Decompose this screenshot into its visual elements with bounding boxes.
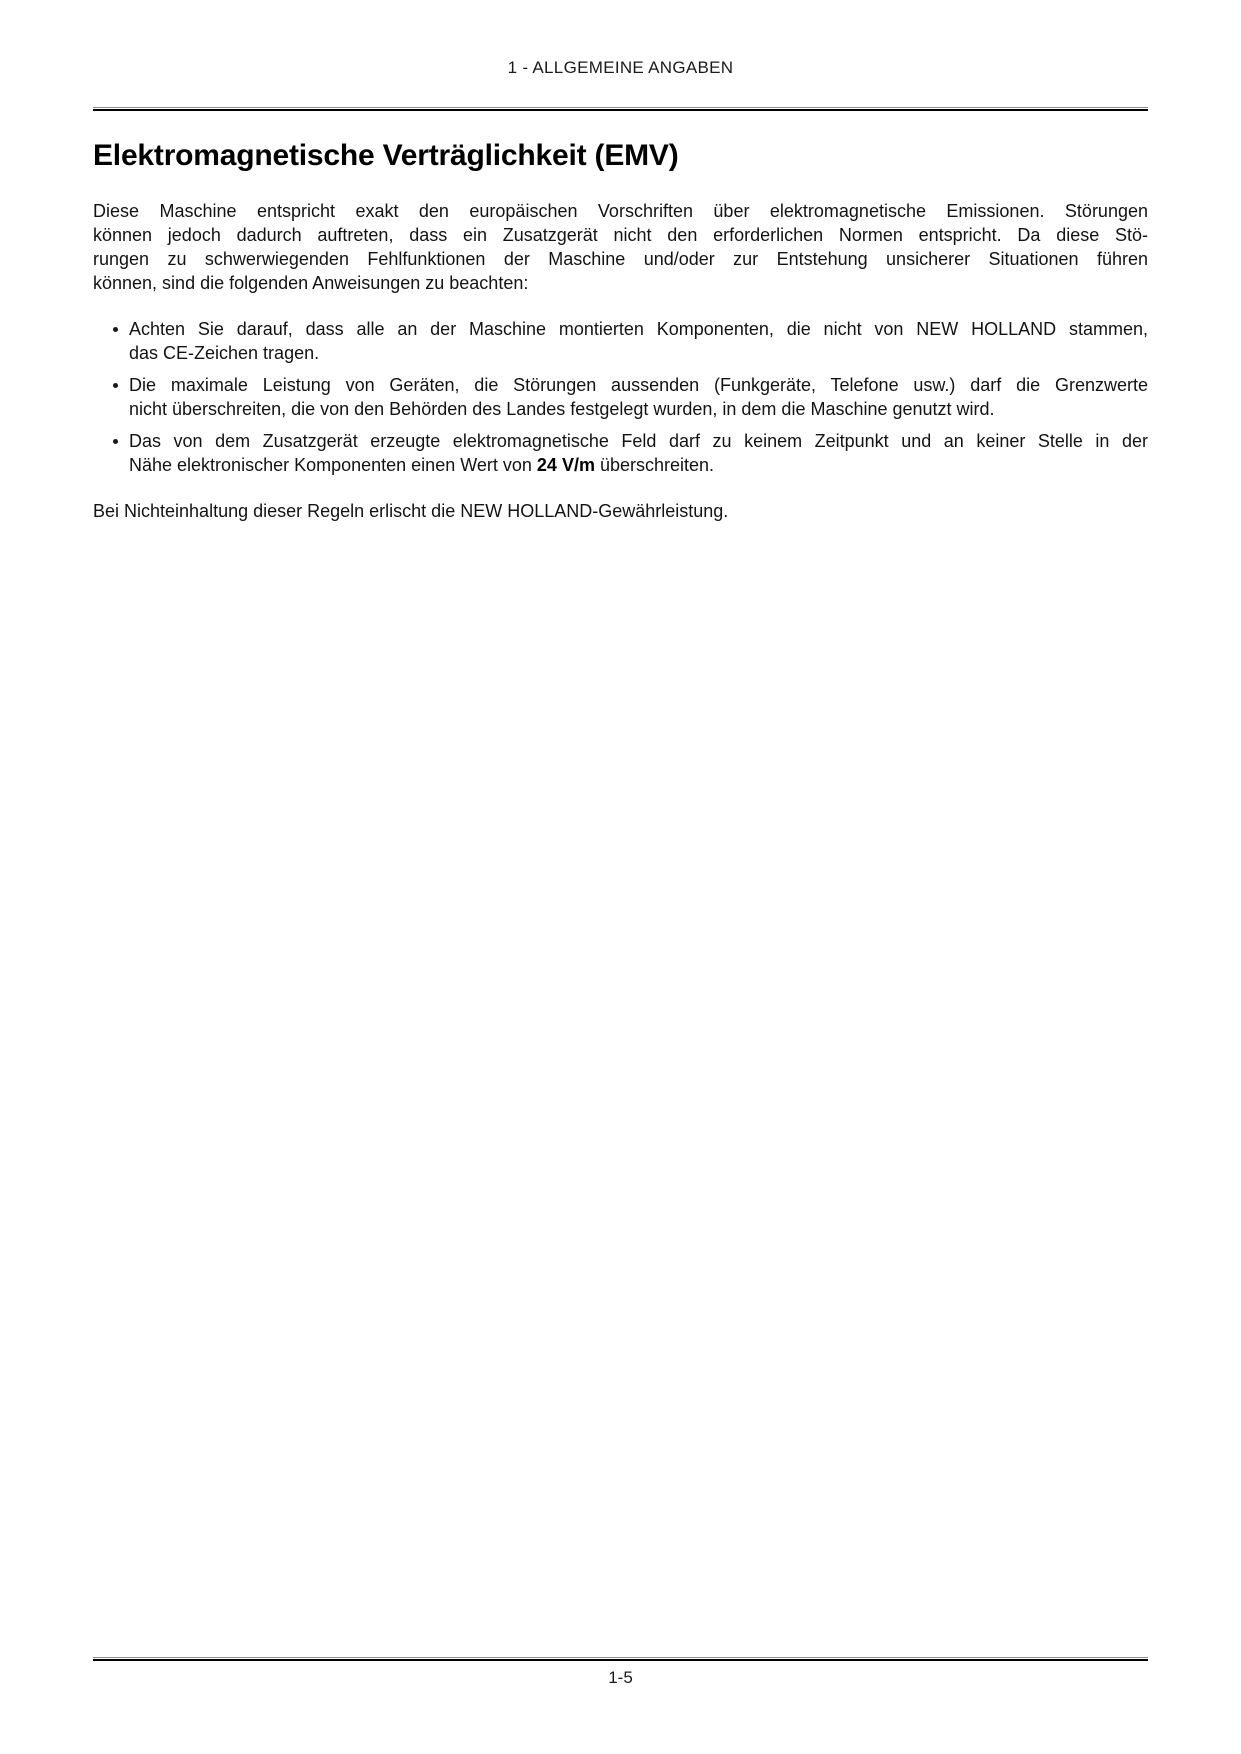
bullet-line: Nähe elektronischer Komponenten einen Wert von 24 V/m überschreiten. <box>129 455 715 475</box>
bullet-line: nicht überschreiten, die von den Behörden des Landes festgelegt wurden, in dem die Maschine genutzt wird. <box>129 399 995 419</box>
bullet-dot-icon <box>113 439 118 444</box>
bullet-item <box>93 373 1148 421</box>
closing-paragraph: Bei Nichteinhaltung dieser Regeln erlischt die NEW HOLLAND-Gewährleistung. <box>93 501 729 521</box>
bullet-marker <box>93 373 129 421</box>
intro-line: können, sind die folgenden Anweisungen zu beachten: <box>93 273 529 293</box>
footer-rule <box>93 1657 1148 1661</box>
running-header-title: 1 - ALLGEMEINE ANGABEN <box>507 58 734 77</box>
page-footer <box>93 1657 1148 1688</box>
intro-line: rungen zu schwerwiegenden Fehlfunktionen der Maschine und/oder zur Entstehung unsicherer Situationen führen <box>93 249 1148 269</box>
intro-line: können jedoch dadurch auftreten, dass ein Zusatzgerät nicht den erforderlichen Normen entspricht. Da diese Stö- <box>93 225 1148 245</box>
bullet-line: Achten Sie darauf, dass alle an der Maschine montierten Komponenten, die nicht von NEW HOLLAND stammen, <box>129 319 1148 339</box>
intro-line: Diese Maschine entspricht exakt den europäischen Vorschriften über elektromagnetische Emissionen. Störungen <box>93 201 1148 221</box>
bullet-line: das CE-Zeichen tragen. <box>129 343 320 363</box>
emphasized-value: 24 V/m <box>536 455 595 475</box>
section-title: Elektromagnetische Verträglichkeit (EMV) <box>93 139 679 172</box>
bullet-item <box>93 317 1148 365</box>
footer-rule-thick-line <box>93 1659 1148 1661</box>
page-header <box>93 0 1148 111</box>
bullet-list <box>93 317 1148 477</box>
bullet-text <box>129 373 1148 421</box>
header-rule-thick-line <box>93 109 1148 111</box>
bullet-line: Das von dem Zusatzgerät erzeugte elektromagnetische Feld darf zu keinem Zeitpunkt und an keiner Stelle in der <box>129 431 1148 451</box>
page-body <box>93 0 1148 523</box>
intro-paragraph <box>93 199 1148 295</box>
bullet-marker <box>93 429 129 477</box>
bullet-dot-icon <box>113 383 118 388</box>
bullet-text <box>129 429 1148 477</box>
header-rule <box>93 107 1148 111</box>
bullet-line: Die maximale Leistung von Geräten, die Störungen aussenden (Funkgeräte, Telefone usw.) darf die Grenzwerte <box>129 375 1148 395</box>
bullet-item <box>93 429 1148 477</box>
bullet-dot-icon <box>113 327 118 332</box>
bullet-text <box>129 317 1148 365</box>
bullet-marker <box>93 317 129 365</box>
page-number: 1-5 <box>608 1668 633 1687</box>
